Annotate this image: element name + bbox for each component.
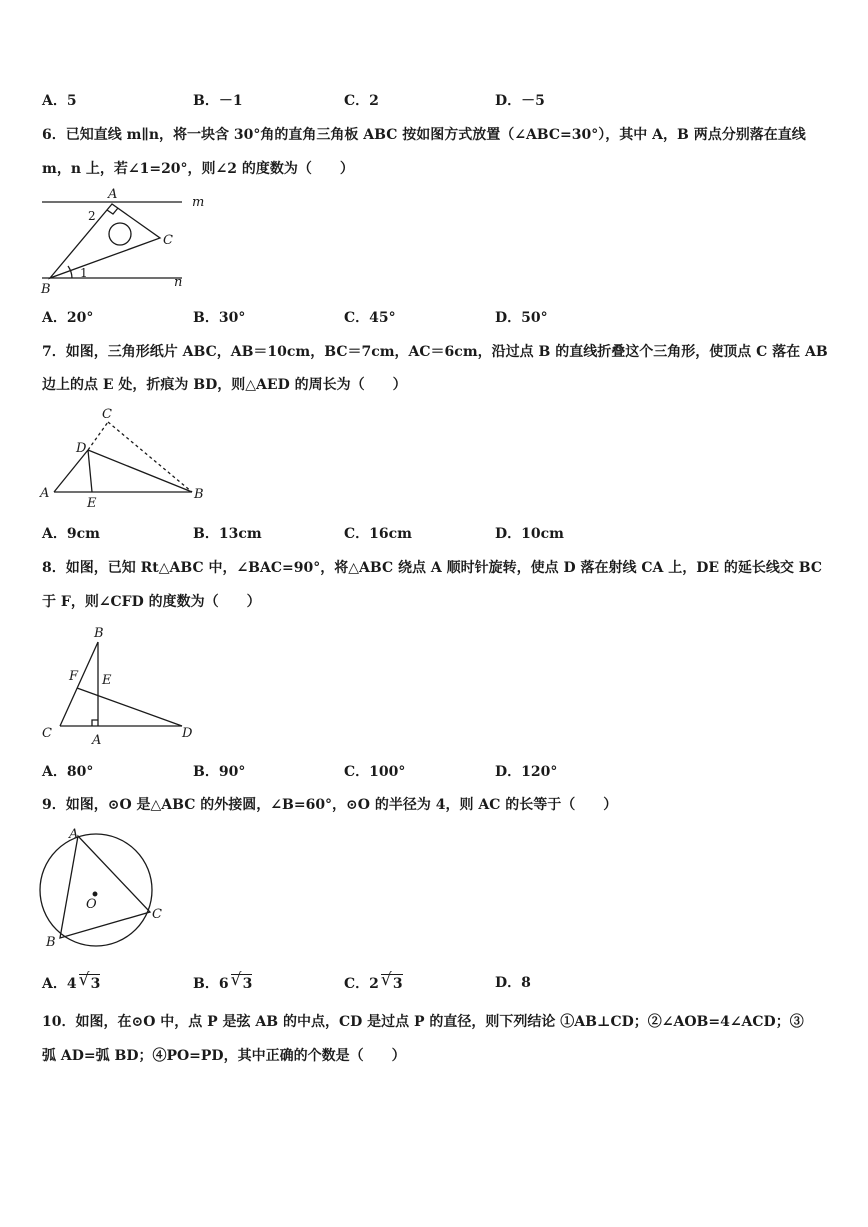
circumcircle [40,834,152,946]
q8-option-a: A．80° [42,764,94,780]
q6-option-a: A．20° [42,310,94,326]
q9-option-a [42,974,100,993]
q9-figure [36,826,176,954]
label-a: A [108,187,118,202]
q8-stem-line1: 8．如图，已知 Rt△ABC 中，∠BAC=90°，将△ABC 绕点 A 顺时针旋转，使点 D 落在射线 CA 上，DE 的延长线交 BC [42,560,823,576]
label-a: A [69,827,79,842]
label-angle-2: 2 [88,209,96,223]
q9-option-d-prefix: D．8 [495,975,531,991]
q8-option-d: D．120° [495,764,558,780]
q9-stem-line1: 9．如图，⊙O 是△ABC 的外接圆，∠B=60°，⊙O 的半径为 4，则 AC 的长等于（ ） [42,797,618,813]
q6-stem-line2: m，n 上，若∠1=20°，则∠2 的度数为（ ） [42,161,354,177]
label-f: F [69,669,79,684]
label-c: C [152,907,162,922]
q6-option-c: C．45° [344,310,396,326]
q7-stem-line1: 7．如图，三角形纸片 ABC，AB＝10cm，BC＝7cm，AC＝6cm，沿过点 B 的直线折叠这个三角形，使顶点 C 落在 AB [42,344,828,360]
label-e: E [102,673,112,688]
q6-option-b: B．30° [193,310,246,326]
right-angle-mark [92,720,98,726]
q9-option-c [344,974,403,993]
label-d: D [182,726,193,741]
segment-cb [60,642,98,726]
q8-figure [36,620,206,750]
segment-dc-dashed [88,422,108,450]
q9-option-c-prefix: C．2 [344,976,379,992]
q9-option-a-radical: √ 3 [79,974,101,993]
q7-option-d: D．10cm [495,526,564,542]
q7-stem-line2: 边上的点 E 处，折痕为 BD，则△AED 的周长为（ ） [42,377,407,393]
q5-option-d: D．－5 [495,93,545,109]
q9-option-b [193,974,252,993]
label-c: C [163,233,173,248]
label-a: A [92,733,102,748]
q9-option-b-radical: √ 3 [231,974,253,993]
label-a: A [40,486,50,501]
label-c: C [42,726,52,741]
triangle-hole [109,223,131,245]
center-point [93,892,97,896]
label-b: B [94,626,104,641]
q7-figure [36,402,216,512]
segment-ad [54,450,88,492]
q5-option-c: C．2 [344,93,379,109]
q5-option-a: A．5 [42,93,77,109]
q8-stem-line2: 于 F，则∠CFD 的度数为（ ） [42,594,261,610]
q9-option-d [495,974,531,992]
q9-option-a-prefix: A．4 [42,976,77,992]
label-o: O [86,897,97,912]
q8-option-b: B．90° [193,764,246,780]
triangle-abc [50,204,160,278]
segment-cb-dashed [108,422,192,492]
angle-1-arc [68,266,72,278]
q10-stem-line2: 弧 AD=弧 BD；④PO=PD，其中正确的个数是（ ） [42,1048,406,1064]
label-d: D [76,441,87,456]
label-b: B [46,935,56,950]
q9-option-c-radical: √ 3 [381,974,403,993]
q5-option-b: B．－1 [193,93,243,109]
q6-option-d: D．50° [495,310,548,326]
label-b: B [41,282,51,296]
label-m: m [192,195,205,210]
q6-figure [36,186,226,296]
segment-de [88,450,92,492]
segment-db [88,450,192,492]
q7-option-c: C．16cm [344,526,412,542]
label-b: B [194,487,204,502]
q8-option-c: C．100° [344,764,406,780]
label-n: n [174,275,183,290]
q7-option-a: A．9cm [42,526,100,542]
q6-stem-line1: 6．已知直线 m∥n，将一块含 30°角的直角三角板 ABC 按如图方式放置（∠ABC=30°），其中 A，B 两点分别落在直线 [42,127,806,143]
q9-option-b-prefix: B．6 [193,976,229,992]
q10-stem-line1: 10．如图，在⊙O 中，点 P 是弦 AB 的中点，CD 是过点 P 的直径，则下列结论 ①AB⊥CD；②∠AOB=4∠ACD；③ [42,1014,804,1030]
label-e: E [87,496,97,511]
q7-option-b: B．13cm [193,526,262,542]
label-angle-1: 1 [80,266,88,280]
label-c: C [102,407,112,422]
